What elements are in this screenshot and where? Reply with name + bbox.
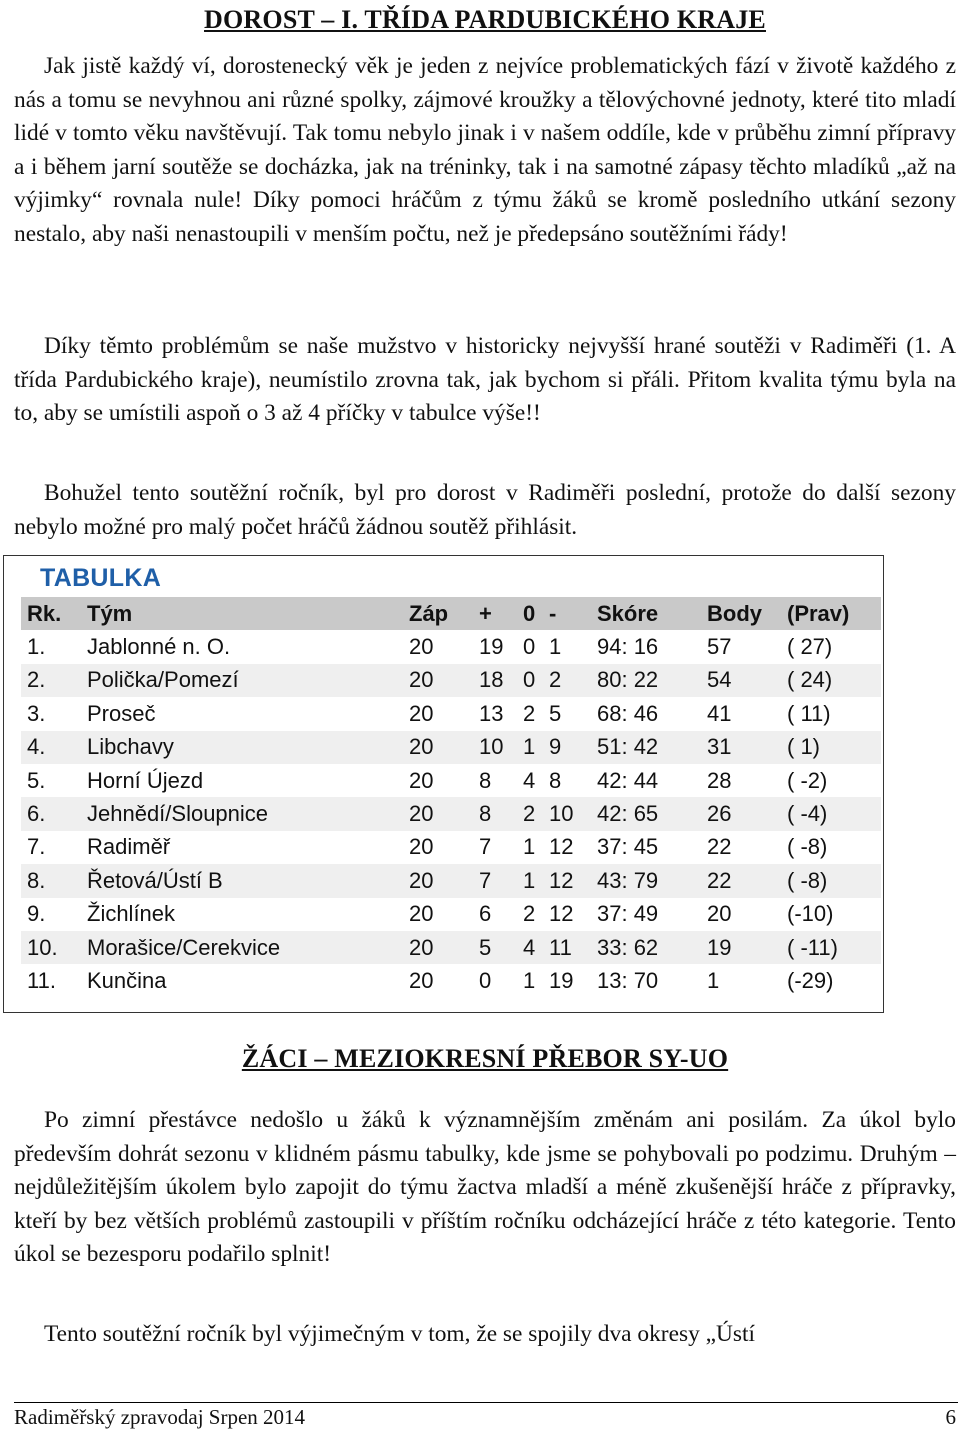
table-cell: 37: 49 [591,898,701,931]
table-cell: 7 [473,831,517,864]
table-cell: 6 [473,898,517,931]
table-cell: 1 [701,964,781,997]
table-cell: 22 [701,831,781,864]
table-cell: Morašice/Cerekvice [81,931,403,964]
table-cell: 37: 45 [591,831,701,864]
table-cell: 20 [403,664,473,697]
column-header: (Prav) [781,597,881,630]
table-cell: 0 [517,630,543,663]
standings-table-image [3,555,884,1013]
table-cell: 10. [21,931,81,964]
table-cell: 20 [403,898,473,931]
table-cell: 7 [473,864,517,897]
table-cell: ( 27) [781,630,881,663]
table-cell: 5 [543,697,591,730]
table-cell: 19 [543,964,591,997]
column-header: + [473,597,517,630]
table-cell: 2 [517,697,543,730]
table-cell: ( -11) [781,931,881,964]
table-cell: 18 [473,664,517,697]
table-cell: 4. [21,731,81,764]
table-row [21,664,881,697]
table-cell: Proseč [81,697,403,730]
table-cell: (-10) [781,898,881,931]
table-body [21,630,881,997]
table-cell: 22 [701,864,781,897]
table-cell: 8 [473,797,517,830]
table-cell: 12 [543,864,591,897]
table-cell: 5. [21,764,81,797]
column-header: Body [701,597,781,630]
table-cell: 1 [517,964,543,997]
section-title-zaci: ŽÁCI – MEZIOKRESNÍ PŘEBOR SY-UO [241,1044,729,1073]
column-header: Rk. [21,597,81,630]
table-cell: 19 [701,931,781,964]
table-cell: 12 [543,831,591,864]
table-cell: 0 [517,664,543,697]
table-cell: 20 [403,931,473,964]
column-header: 0 [517,597,543,630]
table-cell: 20 [403,630,473,663]
paragraph: Jak jistě každý ví, dorostenecký věk je jeden z nejvíce problematických fází v životě každého z nás a tomu se nevyhnou ani různé spolky, zájmové kroužky a tělovýchovné jednoty, které tito mladí lidé v tomto věku navštěvují. Tak tomu nebylo jinak i v našem oddíle, kde v průběhu zimní přípravy a i během jarní soutěže se docházka, jak na tréninky, tak i na samotné zápasy těchto mladíků „až na výjimky“ rovnala nule! Díky pomoci hráčům z týmu žáků se kromě posledního utkání sezony nestalo, aby naši nenastoupili v menším počtu, než je předepsáno soutěžními řády! [14,53,956,247]
table-cell: 51: 42 [591,731,701,764]
table-cell: ( 11) [781,697,881,730]
table-cell: 41 [701,697,781,730]
table-cell: 94: 16 [591,630,701,663]
table-cell: ( -8) [781,864,881,897]
paragraph: Díky těmto problémům se naše mužstvo v historicky nejvyšší hrané soutěži v Radiměři (1. A třída Pardubického kraje), neumístilo zrovna tak, jak bychom si přáli. Přitom kvalita týmu byla na to, aby se umístili aspoň o 3 až 4 příčky v tabulce výše!! [14,333,956,427]
table-cell: 4 [517,931,543,964]
table-cell: 1 [517,731,543,764]
table-cell: 80: 22 [591,664,701,697]
table-cell: 2 [517,898,543,931]
table-cell: Jehnědí/Sloupnice [81,797,403,830]
table-cell: 2 [543,664,591,697]
table-cell: 20 [403,697,473,730]
table-cell: 8. [21,864,81,897]
table-cell: 20 [403,731,473,764]
table-cell: 28 [701,764,781,797]
table-cell: 13 [473,697,517,730]
table-heading: TABULKA [40,564,162,592]
section-title-dorost: DOROST – I. TŘÍDA PARDUBICKÉHO KRAJE [204,5,766,34]
table-cell: 42: 65 [591,797,701,830]
table-row [21,630,881,663]
table-cell: 31 [701,731,781,764]
table-cell: 54 [701,664,781,697]
table-cell: ( 24) [781,664,881,697]
table-cell: Radiměř [81,831,403,864]
column-header: Tým [81,597,403,630]
table-cell: 20 [403,831,473,864]
table-cell: ( -4) [781,797,881,830]
table-cell: 43: 79 [591,864,701,897]
paragraph: Tento soutěžní ročník byl výjimečným v tom, že se spojily dva okresy „Ústí [44,1321,755,1347]
table-cell: 33: 62 [591,931,701,964]
table-cell: 6. [21,797,81,830]
table-cell: (-29) [781,964,881,997]
table-cell: 10 [543,797,591,830]
standings-table [21,597,881,998]
footer-divider [14,1402,958,1403]
table-cell: Kunčina [81,964,403,997]
column-header: Skóre [591,597,701,630]
table-cell: 42: 44 [591,764,701,797]
table-cell: 20 [403,964,473,997]
table-cell: Jablonné n. O. [81,630,403,663]
table-cell: 8 [473,764,517,797]
table-cell: 5 [473,931,517,964]
table-row [21,831,881,864]
table-cell: 8 [543,764,591,797]
footer-publication: Radiměřský zpravodaj Srpen 2014 [14,1405,306,1429]
table-row [21,697,881,730]
column-header: Záp [403,597,473,630]
table-cell: 1 [517,831,543,864]
footer-page-number: 6 [945,1405,956,1429]
column-header: - [543,597,591,630]
table-cell: 1. [21,630,81,663]
table-cell: 26 [701,797,781,830]
table-cell: 2 [517,797,543,830]
paragraph: Bohužel tento soutěžní ročník, byl pro dorost v Radiměři poslední, protože do další sezony nebylo možné pro malý počet hráčů žádnou soutěž přihlásit. [14,480,956,540]
table-cell: 20 [403,764,473,797]
table-row [21,764,881,797]
table-header-row [21,597,881,630]
table-cell: ( -2) [781,764,881,797]
table-cell: 2. [21,664,81,697]
table-cell: 20 [701,898,781,931]
table-cell: 12 [543,898,591,931]
table-cell: 1 [543,630,591,663]
table-cell: 1 [517,864,543,897]
table-cell: ( -8) [781,831,881,864]
table-cell: 57 [701,630,781,663]
table-cell: 20 [403,864,473,897]
table-cell: 10 [473,731,517,764]
table-cell: 11. [21,964,81,997]
table-cell: 9 [543,731,591,764]
table-cell: Řetová/Ústí B [81,864,403,897]
table-cell: Žichlínek [81,898,403,931]
table-cell: 9. [21,898,81,931]
table-row [21,898,881,931]
table-row [21,931,881,964]
table-cell: 4 [517,764,543,797]
paragraph: Po zimní přestávce nedošlo u žáků k významnějším změnám ani posilám. Za úkol bylo především dohrát sezonu v klidném pásmu tabulky, kde jsme se pohybovali po podzimu. Druhým – nejdůležitějším úkolem bylo zapojit do týmu žactva mladší a méně zkušenější hráče z přípravky, kteří by bez větších problémů zastoupili v příštím ročníku odcházející hráče z této kategorie. Tento úkol se bezesporu podařilo splnit! [14,1107,956,1268]
table-row [21,797,881,830]
table-cell: Libchavy [81,731,403,764]
table-row [21,964,881,997]
table-cell: Polička/Pomezí [81,664,403,697]
table-cell: ( 1) [781,731,881,764]
table-cell: 0 [473,964,517,997]
table-cell: 13: 70 [591,964,701,997]
table-cell: 7. [21,831,81,864]
table-cell: Horní Újezd [81,764,403,797]
table-cell: 20 [403,797,473,830]
table-row [21,731,881,764]
table-cell: 11 [543,931,591,964]
table-cell: 19 [473,630,517,663]
table-cell: 68: 46 [591,697,701,730]
table-cell: 3. [21,697,81,730]
table-row [21,864,881,897]
